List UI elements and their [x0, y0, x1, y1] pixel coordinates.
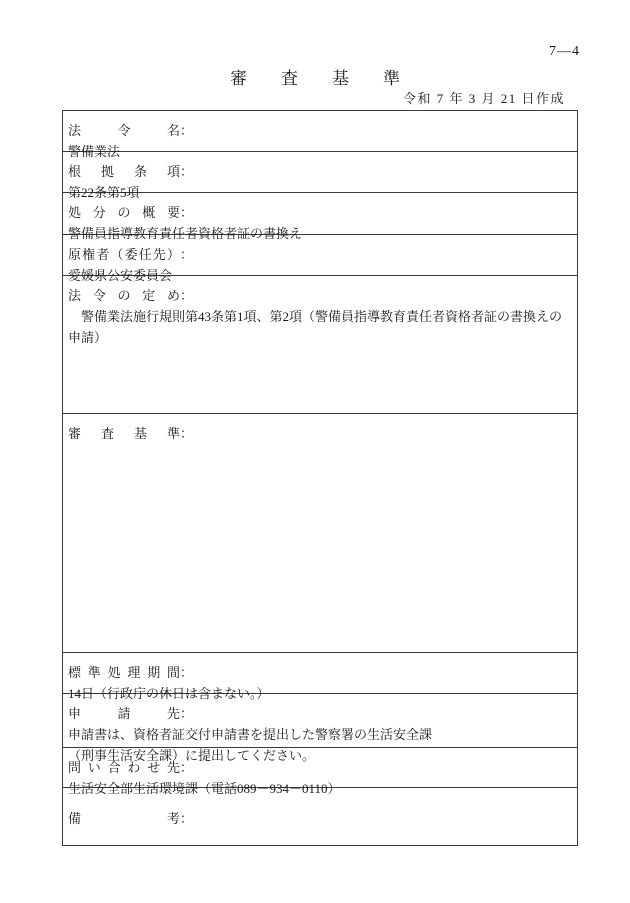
label-colon: ： — [180, 426, 194, 441]
row-label: 問い合わせ先 — [68, 760, 180, 775]
row-label-line — [68, 285, 572, 306]
row-label: 標準処理期間 — [68, 665, 180, 680]
label-colon: ： — [180, 288, 194, 303]
table-row-standard-processing-period — [63, 652, 577, 701]
row-value: 申請書は、資格者証交付申請書を提出した警察署の生活安全課（刑事生活安全課）に提出してください。 — [68, 727, 433, 763]
label-colon: ： — [180, 247, 194, 262]
row-label: 申請先 — [68, 706, 180, 721]
creation-date: 令和 7 年 3 月 21 日作成 — [402, 91, 565, 106]
table-row-legal-provisions — [63, 275, 577, 413]
row-value: 第22条第5項 — [68, 185, 140, 200]
row-label: 備考 — [68, 811, 180, 826]
row-label: 根拠条項 — [68, 164, 180, 179]
row-label: 処分の概要 — [68, 205, 180, 220]
label-colon: ： — [180, 665, 194, 680]
table-row-examination-criteria — [63, 413, 577, 652]
row-value: 警備業法 — [68, 144, 121, 159]
row-label: 法令名 — [68, 123, 180, 138]
row-label: 法令の定め — [68, 288, 180, 303]
row-value: 14日（行政庁の休日は含まない。） — [68, 686, 270, 701]
row-value: 愛媛県公安委員会 — [68, 268, 173, 283]
label-colon: ： — [180, 706, 194, 721]
label-colon: ： — [180, 123, 194, 138]
label-colon: ： — [180, 811, 194, 826]
label-colon: ： — [180, 205, 194, 220]
label-colon: ： — [180, 760, 194, 775]
row-label: 原権者（委任先） — [68, 247, 180, 262]
document-title: 審査基準 — [230, 69, 434, 88]
criteria-table — [62, 110, 578, 846]
page-number: 7—4 — [549, 44, 580, 59]
row-value: 生活安全部生活環境課（電話089－934－0110） — [68, 781, 341, 796]
table-row-law-name — [63, 111, 577, 159]
label-colon: ： — [180, 164, 194, 179]
row-label: 審査基準 — [68, 426, 180, 441]
row-value: 警備業法施行規則第43条第1項、第2項（警備員指導教育責任者資格者証の書換えの申請） — [68, 309, 563, 345]
row-value: 警備員指導教育責任者資格者証の書換え — [68, 226, 303, 241]
